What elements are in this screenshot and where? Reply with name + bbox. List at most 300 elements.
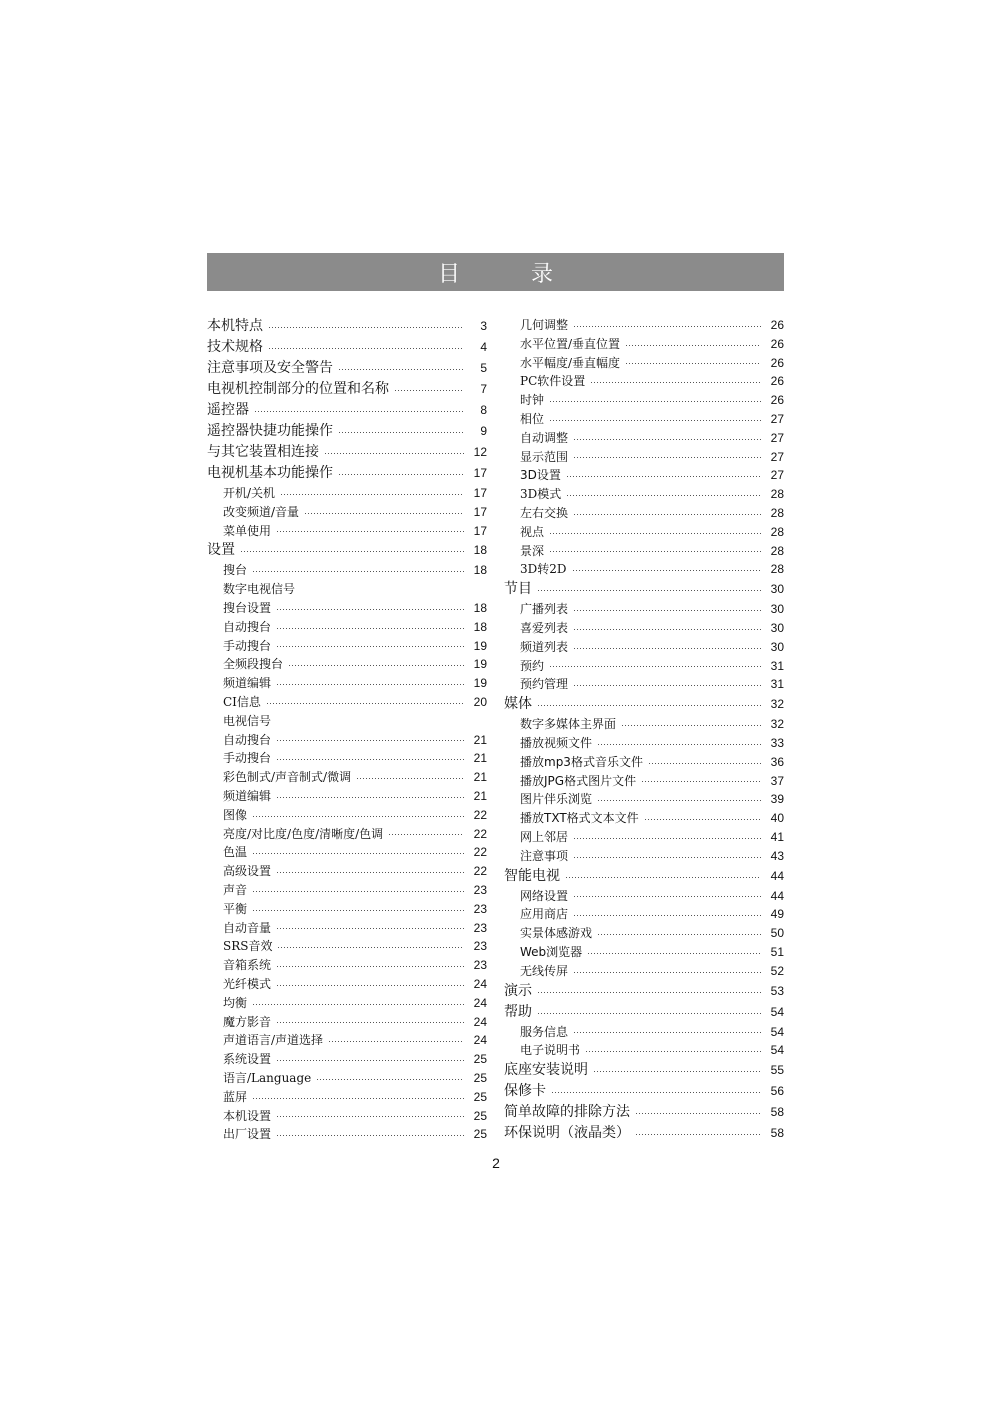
toc-entry[interactable] xyxy=(504,694,784,715)
toc-entry[interactable] xyxy=(504,981,784,1002)
toc-entry-page: 26 xyxy=(770,374,784,389)
toc-entry-label: 本机设置 xyxy=(223,1108,272,1123)
toc-entry-page: 27 xyxy=(770,411,784,426)
toc-entry-page: 18 xyxy=(473,600,487,615)
toc-entry-page: 25 xyxy=(473,1070,487,1085)
toc-entry[interactable] xyxy=(504,638,784,657)
toc-entry-page: 28 xyxy=(770,505,784,520)
toc-leader-dots xyxy=(278,947,464,948)
toc-entry-label: Web浏览器 xyxy=(520,944,583,959)
toc-leader-dots xyxy=(566,877,761,878)
toc-entry[interactable] xyxy=(504,905,784,924)
toc-leader-dots xyxy=(574,915,761,916)
toc-entry-label: 预约管理 xyxy=(520,677,569,692)
toc-leader-dots xyxy=(277,797,464,798)
toc-entry-page: 24 xyxy=(473,995,487,1010)
toc-entry-page: 26 xyxy=(770,355,784,370)
toc-entry[interactable] xyxy=(207,561,487,580)
toc-entry-page: 49 xyxy=(770,907,784,922)
toc-entry[interactable] xyxy=(207,379,487,400)
toc-leader-dots xyxy=(267,703,464,704)
toc-leader-dots xyxy=(253,571,464,572)
toc-leader-dots xyxy=(538,705,761,706)
toc-left-column xyxy=(207,316,487,1144)
toc-entry-label: 搜台 xyxy=(223,563,248,578)
toc-entry[interactable] xyxy=(504,734,784,753)
toc-entry-page: 22 xyxy=(473,845,487,860)
toc-entry-page: 32 xyxy=(770,697,784,712)
toc-entry[interactable] xyxy=(504,675,784,694)
toc-leader-dots xyxy=(574,610,761,611)
toc-leader-dots xyxy=(642,781,761,782)
toc-entry-label: 节目 xyxy=(504,581,532,598)
toc-entry-page: 24 xyxy=(473,1033,487,1048)
toc-leader-dots xyxy=(567,476,761,477)
toc-entry[interactable] xyxy=(504,372,784,391)
toc-entry-page: 22 xyxy=(473,826,487,841)
toc-entry-label: 播放JPG格式图片文件 xyxy=(520,773,637,788)
toc-entry[interactable] xyxy=(207,442,487,463)
toc-entry[interactable] xyxy=(504,542,784,561)
toc-leader-dots xyxy=(591,382,761,383)
toc-entry[interactable] xyxy=(207,693,487,712)
toc-entry[interactable] xyxy=(504,1060,784,1081)
toc-entry-page: 19 xyxy=(473,638,487,653)
toc-leader-dots xyxy=(253,891,464,892)
toc-entry-label: 电视信号 xyxy=(223,713,272,728)
toc-entry[interactable] xyxy=(207,463,487,484)
toc-entry-label: 搜台设置 xyxy=(223,600,272,615)
toc-entry[interactable] xyxy=(504,429,784,448)
toc-entry[interactable] xyxy=(504,485,784,504)
toc-entry[interactable] xyxy=(207,580,487,599)
toc-entry-page: 5 xyxy=(480,361,487,375)
toc-entry-label: 本机特点 xyxy=(207,318,263,334)
toc-entry[interactable] xyxy=(504,924,784,943)
toc-entry[interactable] xyxy=(207,937,487,956)
toc-entry-label: 服务信息 xyxy=(520,1024,569,1039)
toc-entry-label: 出厂设置 xyxy=(223,1127,272,1142)
toc-entry[interactable] xyxy=(504,410,784,429)
toc-entry-page: 54 xyxy=(770,1004,784,1019)
toc-entry-page: 22 xyxy=(473,864,487,879)
toc-entry[interactable] xyxy=(207,618,487,637)
toc-entry-page: 21 xyxy=(473,788,487,803)
toc-entry[interactable] xyxy=(504,1023,784,1042)
toc-entry-page: 21 xyxy=(473,751,487,766)
toc-entry-page: 50 xyxy=(770,926,784,941)
toc-leader-dots xyxy=(574,326,761,327)
toc-entry-label: 电视机控制部分的位置和名称 xyxy=(207,381,389,397)
toc-entry-label: 注意事项 xyxy=(520,848,569,863)
toc-leader-dots xyxy=(305,513,464,514)
toc-entry-label: PC软件设置 xyxy=(520,374,586,389)
toc-entry-label: 改变频道/音量 xyxy=(223,504,300,519)
toc-entry[interactable] xyxy=(504,600,784,619)
toc-entry-label: 智能电视 xyxy=(504,867,560,884)
toc-entry-label: 系统设置 xyxy=(223,1052,272,1067)
toc-entry-label: 景深 xyxy=(520,543,545,558)
toc-entry[interactable] xyxy=(207,599,487,618)
toc-leader-dots xyxy=(395,390,464,391)
toc-entry[interactable] xyxy=(207,806,487,825)
page-number: 2 xyxy=(492,1155,500,1171)
toc-right-column xyxy=(504,316,784,1144)
toc-entry[interactable] xyxy=(207,994,487,1013)
toc-entry-label: 均衡 xyxy=(223,995,248,1010)
toc-leader-dots xyxy=(574,972,761,973)
toc-leader-dots xyxy=(574,648,761,649)
toc-leader-dots xyxy=(269,327,464,328)
toc-entry[interactable] xyxy=(207,503,487,522)
toc-entry-label: 简单故障的排除方法 xyxy=(504,1104,630,1121)
toc-entry[interactable] xyxy=(207,316,487,337)
toc-entry-label: 魔方影音 xyxy=(223,1014,272,1029)
toc-entry-label: 播放mp3格式音乐文件 xyxy=(520,754,643,769)
toc-entry-label: 几何调整 xyxy=(520,318,569,332)
toc-leader-dots xyxy=(594,1071,761,1072)
toc-leader-dots xyxy=(253,1004,464,1005)
toc-entry[interactable] xyxy=(504,619,784,638)
toc-entry-label: 播放TXT格式文本文件 xyxy=(520,811,639,826)
toc-entry[interactable] xyxy=(504,448,784,467)
toc-entry[interactable] xyxy=(504,1081,784,1102)
toc-leader-dots xyxy=(550,533,761,534)
toc-entry-page: 9 xyxy=(480,424,487,438)
toc-entry[interactable] xyxy=(207,975,487,994)
toc-entry-page: 56 xyxy=(770,1084,784,1099)
toc-entry-label: CI信息 xyxy=(223,694,261,709)
toc-leader-dots xyxy=(598,800,761,801)
toc-entry[interactable] xyxy=(504,579,784,600)
toc-entry-page: 25 xyxy=(473,1052,487,1067)
toc-title: 目 录 xyxy=(438,261,585,287)
toc-entry[interactable] xyxy=(207,1031,487,1050)
toc-entry-label: 注意事项及安全警告 xyxy=(207,360,333,376)
toc-entry-page: 27 xyxy=(770,449,784,464)
toc-entry-page: 54 xyxy=(770,1043,784,1058)
toc-entry[interactable] xyxy=(207,421,487,442)
toc-entry-label: 广播列表 xyxy=(520,602,569,617)
toc-entry-page: 31 xyxy=(770,658,784,673)
toc-leader-dots xyxy=(552,1092,761,1093)
toc-entry-page: 17 xyxy=(473,504,487,519)
toc-entry-label: 亮度/对比度/色度/清晰度/色调 xyxy=(223,826,384,841)
toc-entry[interactable] xyxy=(207,1088,487,1107)
toc-entry-page: 31 xyxy=(770,677,784,692)
toc-leader-dots xyxy=(339,369,464,370)
toc-entry-page: 43 xyxy=(770,848,784,863)
toc-entry-page: 28 xyxy=(770,524,784,539)
toc-entry-label: 电视机基本功能操作 xyxy=(207,465,333,481)
toc-entry[interactable] xyxy=(504,354,784,373)
toc-entry-page: 22 xyxy=(473,807,487,822)
toc-leader-dots xyxy=(277,646,464,647)
toc-entry-label: 帮助 xyxy=(504,1003,532,1020)
toc-entry-page: 27 xyxy=(770,468,784,483)
toc-leader-dots xyxy=(389,834,464,835)
toc-leader-dots xyxy=(538,992,761,993)
toc-entry-page: 21 xyxy=(473,732,487,747)
toc-entry-page: 25 xyxy=(473,1108,487,1123)
toc-leader-dots xyxy=(588,953,761,954)
toc-entry-label: 声音 xyxy=(223,882,248,897)
toc-entry[interactable] xyxy=(207,843,487,862)
toc-entry[interactable] xyxy=(207,1107,487,1126)
toc-leader-dots xyxy=(573,570,761,571)
toc-leader-dots xyxy=(574,514,761,515)
toc-leader-dots xyxy=(277,628,464,629)
toc-entry-label: 网上邻居 xyxy=(520,829,569,844)
toc-entry-label: 频道列表 xyxy=(520,639,569,654)
toc-entry[interactable] xyxy=(207,825,487,844)
toc-entry-label: 数字电视信号 xyxy=(223,582,296,597)
toc-entry[interactable] xyxy=(504,1002,784,1023)
toc-leader-dots xyxy=(626,363,761,364)
toc-entry-label: 平衡 xyxy=(223,901,248,916)
toc-entry[interactable] xyxy=(207,1069,487,1088)
toc-entry[interactable] xyxy=(504,866,784,887)
toc-leader-dots xyxy=(574,896,761,897)
toc-entry-page: 23 xyxy=(473,920,487,935)
toc-entry-label: 预约 xyxy=(520,658,545,673)
toc-entry-page: 51 xyxy=(770,944,784,959)
toc-leader-dots xyxy=(636,1134,761,1135)
toc-entry[interactable] xyxy=(504,1041,784,1060)
toc-entry[interactable] xyxy=(504,790,784,809)
toc-entry[interactable] xyxy=(207,956,487,975)
toc-entry-page: 30 xyxy=(770,620,784,635)
toc-entry[interactable] xyxy=(504,316,784,335)
toc-entry[interactable] xyxy=(207,1125,487,1144)
toc-leader-dots xyxy=(574,838,761,839)
toc-entry-label: 遥控器快捷功能操作 xyxy=(207,423,333,439)
toc-entry[interactable] xyxy=(504,1123,784,1144)
toc-entry-page: 52 xyxy=(770,963,784,978)
toc-entry[interactable] xyxy=(504,391,784,410)
toc-entry-page: 30 xyxy=(770,639,784,654)
toc-entry[interactable] xyxy=(504,753,784,772)
toc-entry[interactable] xyxy=(207,637,487,656)
toc-leader-dots xyxy=(253,1098,464,1099)
toc-leader-dots xyxy=(574,1032,761,1033)
toc-leader-dots xyxy=(277,531,464,532)
toc-entry[interactable] xyxy=(207,919,487,938)
toc-entry[interactable] xyxy=(504,1102,784,1123)
toc-entry[interactable] xyxy=(504,847,784,866)
toc-entry-page: 58 xyxy=(770,1126,784,1141)
toc-entry[interactable] xyxy=(207,787,487,806)
toc-entry-label: 频道编辑 xyxy=(223,788,272,803)
toc-entry[interactable] xyxy=(207,768,487,787)
toc-entry[interactable] xyxy=(207,674,487,693)
toc-entry-label: 自动调整 xyxy=(520,430,569,445)
toc-leader-dots xyxy=(277,1022,464,1023)
toc-entry-page: 26 xyxy=(770,318,784,332)
toc-leader-dots xyxy=(253,853,464,854)
toc-entry[interactable] xyxy=(504,715,784,734)
toc-entry-label: 左右交换 xyxy=(520,505,569,520)
toc-entry-page: 32 xyxy=(770,717,784,732)
toc-entry-label: 高级设置 xyxy=(223,864,272,879)
toc-entry[interactable] xyxy=(504,943,784,962)
toc-leader-dots xyxy=(626,345,761,346)
toc-entry-label: 声道语言/声道选择 xyxy=(223,1033,324,1048)
toc-leader-dots xyxy=(574,439,761,440)
toc-entry-label: 保修卡 xyxy=(504,1083,546,1100)
toc-entry[interactable] xyxy=(207,337,487,358)
toc-entry[interactable] xyxy=(504,828,784,847)
toc-entry[interactable] xyxy=(207,731,487,750)
toc-entry-label: 环保说明（液晶类） xyxy=(504,1125,630,1142)
toc-entry-label: 光纤模式 xyxy=(223,976,272,991)
toc-entry-label: 3D转2D xyxy=(520,562,567,577)
toc-entry[interactable] xyxy=(504,504,784,523)
toc-entry-page: 44 xyxy=(770,868,784,883)
toc-entry-label: 图像 xyxy=(223,807,248,822)
toc-entry[interactable] xyxy=(207,862,487,881)
toc-leader-dots xyxy=(317,1079,464,1080)
toc-entry[interactable] xyxy=(207,1013,487,1032)
toc-entry[interactable] xyxy=(504,772,784,791)
toc-entry-page: 18 xyxy=(473,563,487,578)
toc-leader-dots xyxy=(281,494,464,495)
toc-leader-dots xyxy=(289,665,464,666)
toc-leader-dots xyxy=(636,1113,761,1114)
toc-leader-dots xyxy=(550,420,761,421)
toc-entry-label: 设置 xyxy=(207,542,235,559)
toc-entry[interactable] xyxy=(207,749,487,768)
toc-entry[interactable] xyxy=(207,400,487,421)
toc-entry-label: 视点 xyxy=(520,524,545,539)
toc-entry-label: 音箱系统 xyxy=(223,958,272,973)
toc-entry-page: 37 xyxy=(770,773,784,788)
toc-leader-dots xyxy=(277,1135,464,1136)
toc-entry[interactable] xyxy=(207,358,487,379)
toc-leader-dots xyxy=(277,966,464,967)
toc-entry-label: 水平位置/垂直位置 xyxy=(520,336,621,351)
toc-entry-label: 自动搜台 xyxy=(223,619,272,634)
toc-leader-dots xyxy=(645,819,761,820)
toc-entry[interactable] xyxy=(504,809,784,828)
toc-entry-label: 电子说明书 xyxy=(520,1043,581,1058)
toc-entry[interactable] xyxy=(504,887,784,906)
toc-leader-dots xyxy=(253,816,464,817)
toc-entry-page: 7 xyxy=(480,382,487,396)
toc-leader-dots xyxy=(598,934,761,935)
toc-entry-label: 底座安装说明 xyxy=(504,1062,588,1079)
toc-entry-page: 36 xyxy=(770,754,784,769)
toc-entry-label: 菜单使用 xyxy=(223,523,272,538)
toc-entry-page: 55 xyxy=(770,1063,784,1078)
toc-entry-page: 8 xyxy=(480,403,487,417)
toc-entry-label: 3D模式 xyxy=(520,487,562,502)
toc-entry[interactable] xyxy=(504,560,784,579)
toc-leader-dots xyxy=(339,474,464,475)
toc-entry-label: 技术规格 xyxy=(207,339,263,355)
toc-entry-page: 39 xyxy=(770,792,784,807)
toc-entry-label: 实景体感游戏 xyxy=(520,926,593,941)
toc-entry[interactable] xyxy=(504,466,784,485)
toc-leader-dots xyxy=(574,457,761,458)
toc-entry-label: 色温 xyxy=(223,845,248,860)
toc-entry-page: 44 xyxy=(770,888,784,903)
toc-entry-page: 54 xyxy=(770,1024,784,1039)
toc-entry[interactable] xyxy=(207,712,487,731)
toc-leader-dots xyxy=(277,928,464,929)
toc-leader-dots xyxy=(241,551,464,552)
toc-entry-page: 23 xyxy=(473,958,487,973)
toc-entry[interactable] xyxy=(504,962,784,981)
toc-entry-page: 25 xyxy=(473,1089,487,1104)
toc-entry-page: 18 xyxy=(473,619,487,634)
toc-entry-page: 41 xyxy=(770,829,784,844)
toc-leader-dots xyxy=(550,551,761,552)
toc-leader-dots xyxy=(269,348,464,349)
toc-entry[interactable] xyxy=(504,657,784,676)
toc-entry[interactable] xyxy=(207,900,487,919)
toc-leader-dots xyxy=(339,432,464,433)
toc-leader-dots xyxy=(253,910,464,911)
toc-entry-page: 18 xyxy=(473,543,487,558)
toc-entry-label: 水平幅度/垂直幅度 xyxy=(520,355,621,370)
toc-entry-page: 40 xyxy=(770,811,784,826)
toc-entry-label: 媒体 xyxy=(504,696,532,713)
toc-leader-dots xyxy=(277,740,464,741)
toc-entry-page: 24 xyxy=(473,1014,487,1029)
toc-entry[interactable] xyxy=(207,540,487,561)
toc-entry[interactable] xyxy=(207,522,487,541)
toc-entry-page: 30 xyxy=(770,582,784,597)
toc-entry-page: 23 xyxy=(473,939,487,954)
toc-leader-dots xyxy=(277,722,464,723)
toc-leader-dots xyxy=(255,411,464,412)
toc-leader-dots xyxy=(277,684,464,685)
toc-entry[interactable] xyxy=(207,484,487,503)
toc-entry-label: 自动音量 xyxy=(223,920,272,935)
toc-entry-label: 手动搜台 xyxy=(223,751,272,766)
toc-entry-page: 53 xyxy=(770,983,784,998)
toc-entry-label: 彩色制式/声音制式/微调 xyxy=(223,770,352,785)
toc-entry[interactable] xyxy=(207,881,487,900)
toc-entry-page: 23 xyxy=(473,901,487,916)
toc-entry-page: 12 xyxy=(473,445,487,459)
toc-entry-page: 28 xyxy=(770,562,784,577)
toc-entry-page: 19 xyxy=(473,676,487,691)
toc-leader-dots xyxy=(574,685,761,686)
toc-title-bar xyxy=(207,253,784,291)
toc-entry-page: 25 xyxy=(473,1127,487,1142)
toc-entry-label: 显示范围 xyxy=(520,449,569,464)
toc-entry-label: 喜爱列表 xyxy=(520,620,569,635)
toc-entry-label: 应用商店 xyxy=(520,907,569,922)
toc-entry-page: 28 xyxy=(770,487,784,502)
toc-entry-label: SRS音效 xyxy=(223,939,273,954)
toc-entry[interactable] xyxy=(504,523,784,542)
toc-leader-dots xyxy=(622,725,761,726)
toc-leader-dots xyxy=(329,1041,464,1042)
toc-entry-page: 24 xyxy=(473,976,487,991)
toc-entry[interactable] xyxy=(207,655,487,674)
toc-entry[interactable] xyxy=(207,1050,487,1069)
toc-leader-dots xyxy=(567,495,761,496)
toc-leader-dots xyxy=(574,857,761,858)
toc-leader-dots xyxy=(538,590,761,591)
toc-entry-page: 30 xyxy=(770,602,784,617)
toc-entry-label: 3D设置 xyxy=(520,468,561,483)
toc-entry-page: 26 xyxy=(770,393,784,408)
toc-entry[interactable] xyxy=(504,335,784,354)
